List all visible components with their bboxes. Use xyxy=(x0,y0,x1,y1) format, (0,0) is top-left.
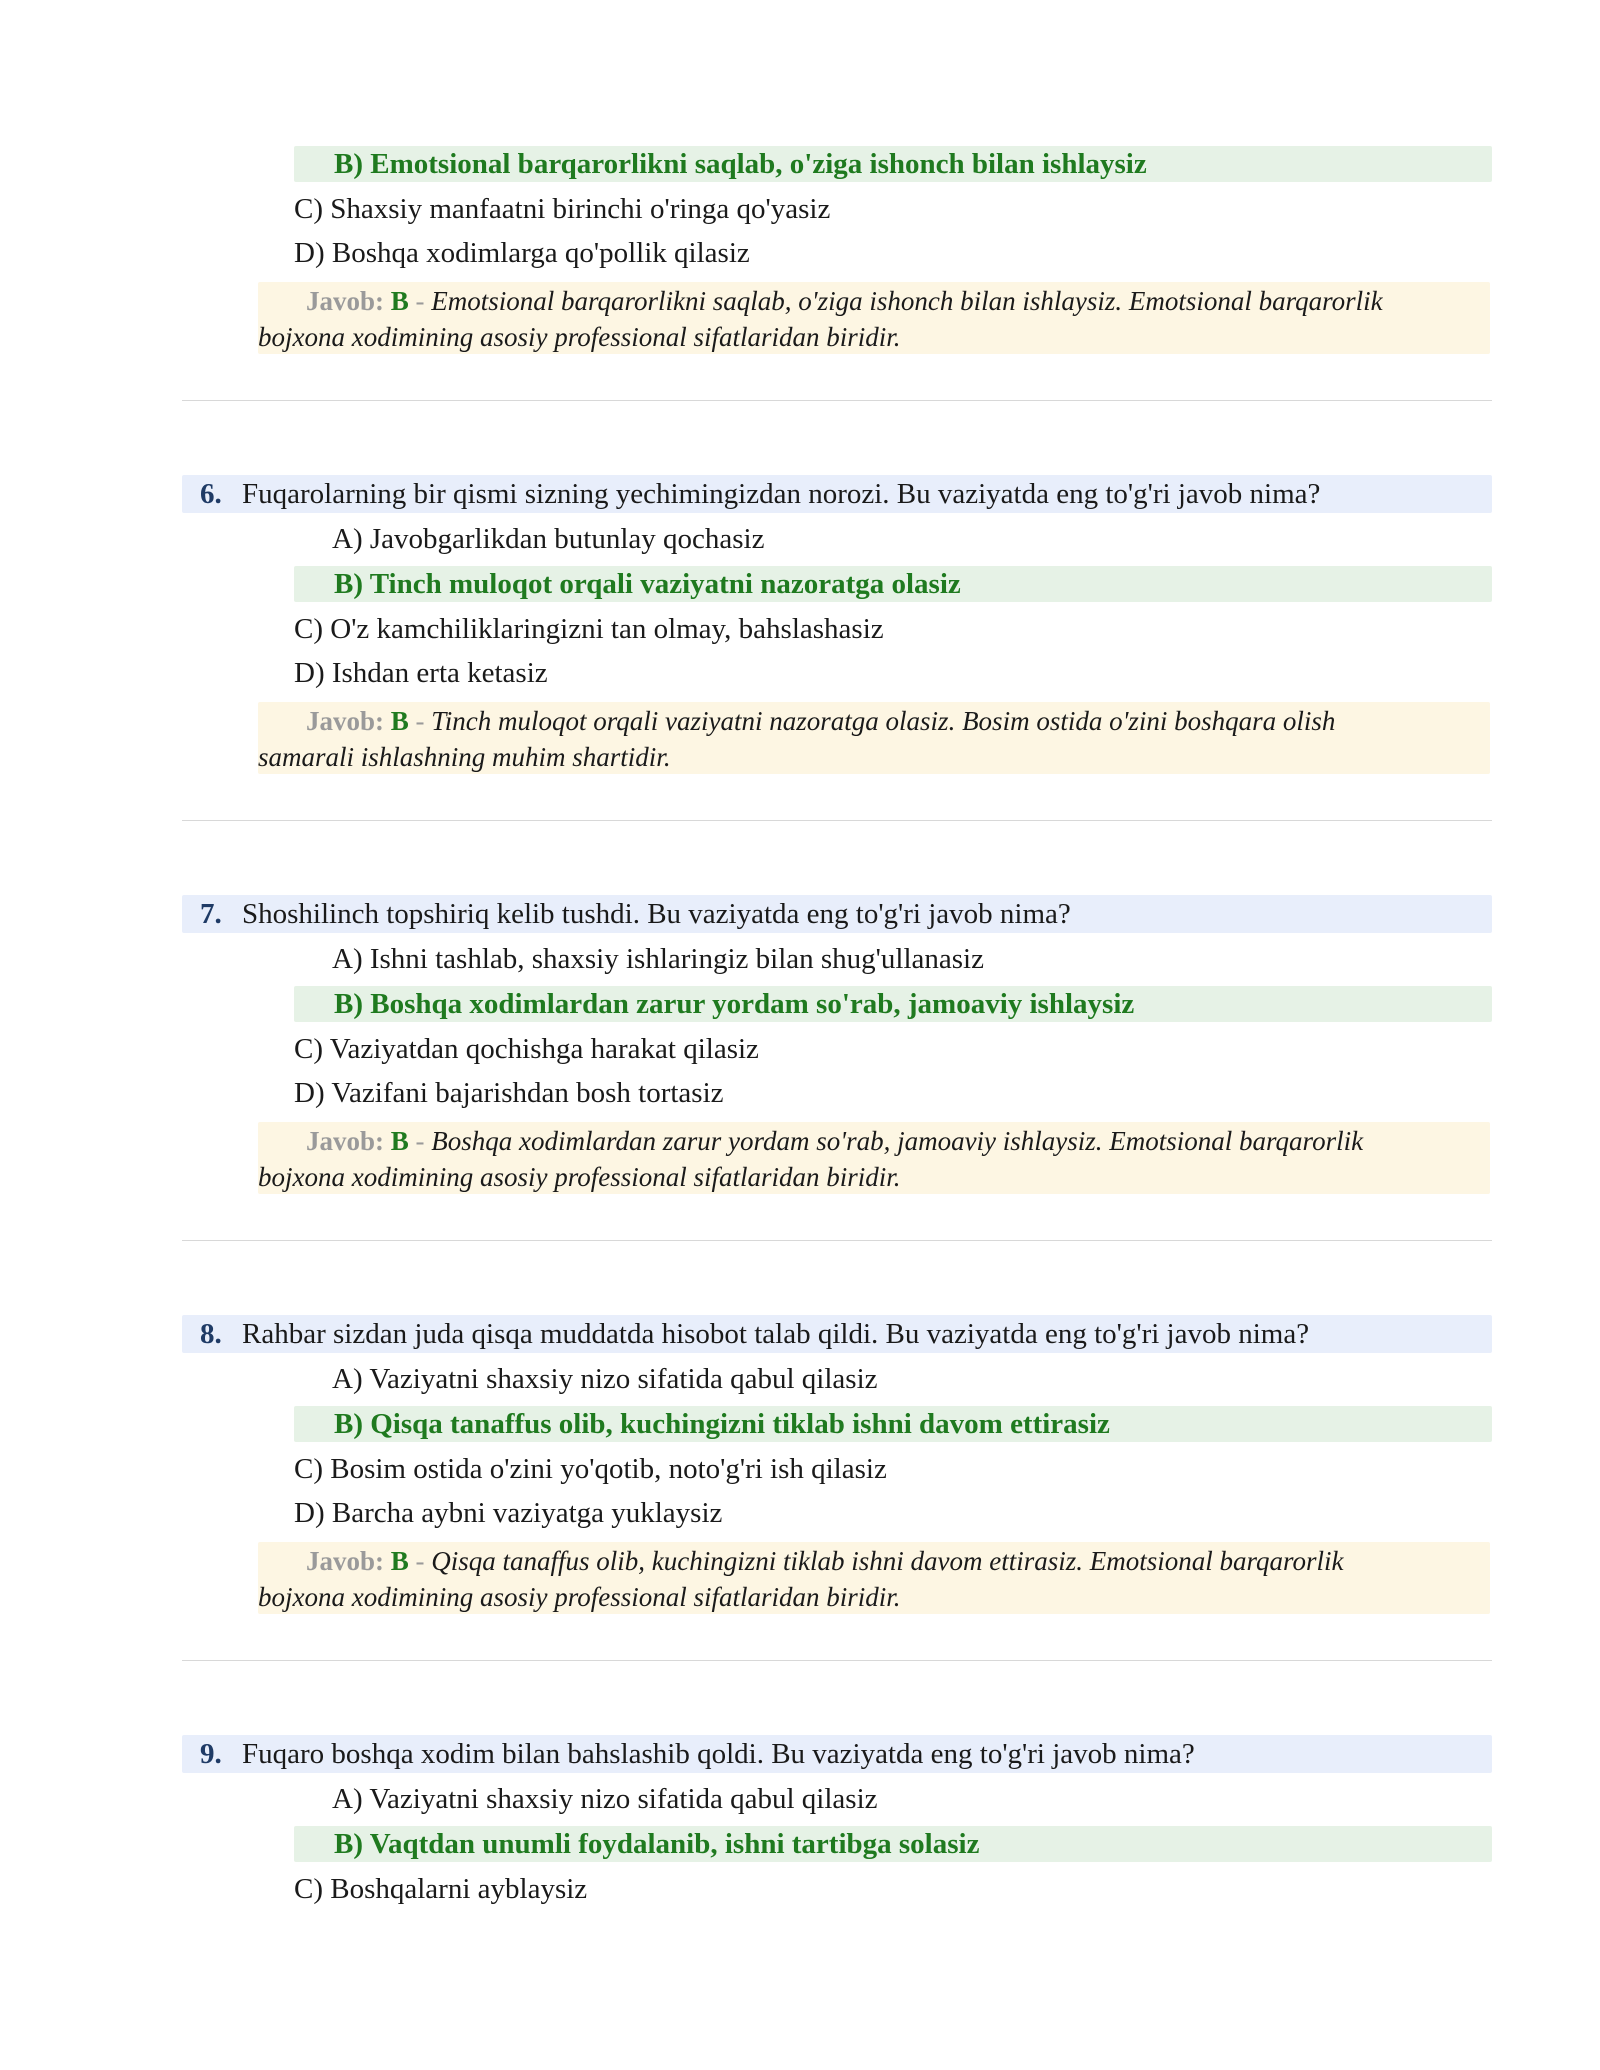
option-d: D) Vazifani bajarishdan bosh tortasiz xyxy=(294,1077,724,1109)
answer-label: Javob: xyxy=(306,1126,385,1156)
answer-dash: - xyxy=(415,286,425,316)
answer-label: Javob: xyxy=(306,1546,385,1576)
answer-line-2: bojxona xodimining asosiy professional sifatlaridan biridir. xyxy=(258,1162,901,1192)
option-b-correct: B) Vaqtdan unumli foydalanib, ishni tartibga solasiz xyxy=(334,1828,980,1860)
option-b-correct: B) Qisqa tanaffus olib, kuchingizni tiklab ishni davom ettirasiz xyxy=(334,1408,1110,1440)
divider xyxy=(182,820,1492,821)
answer-line-1 xyxy=(306,703,1335,739)
option-c: C) Shaxsiy manfaatni birinchi o'ringa qo'yasiz xyxy=(294,193,831,225)
option-d: D) Barcha aybni vaziyatga yuklaysiz xyxy=(294,1497,723,1529)
option-c: C) Boshqalarni ayblaysiz xyxy=(294,1873,588,1905)
answer-line-2: bojxona xodimining asosiy professional sifatlaridan biridir. xyxy=(258,322,901,352)
answer-line-1 xyxy=(306,1123,1363,1159)
option-b-correct: B) Tinch muloqot orqali vaziyatni nazoratga olasiz xyxy=(334,568,961,600)
answer-line-2: bojxona xodimining asosiy professional sifatlaridan biridir. xyxy=(258,1582,901,1612)
question-text: Shoshilinch topshiriq kelib tushdi. Bu vaziyatda eng to'g'ri javob nima? xyxy=(242,898,1071,930)
answer-explanation-1: Emotsional barqarorlikni saqlab, o'ziga ishonch bilan ishlaysiz. Emotsional barqarorlik xyxy=(431,286,1383,316)
option-a: A) Ishni tashlab, shaxsiy ishlaringiz bilan shug'ullanasiz xyxy=(332,943,984,975)
divider xyxy=(182,1240,1492,1241)
answer-dash: - xyxy=(415,706,425,736)
answer-explanation-1: Tinch muloqot orqali vaziyatni nazoratga olasiz. Bosim ostida o'zini boshqara olish xyxy=(431,706,1336,736)
option-d: D) Boshqa xodimlarga qo'pollik qilasiz xyxy=(294,237,750,269)
answer-label: Javob: xyxy=(306,286,385,316)
answer-letter: B xyxy=(390,286,409,316)
option-a: A) Vaziyatni shaxsiy nizo sifatida qabul qilasiz xyxy=(332,1363,878,1395)
answer-dash: - xyxy=(415,1546,425,1576)
option-c: C) Vaziyatdan qochishga harakat qilasiz xyxy=(294,1033,759,1065)
question-number: 7. xyxy=(200,898,222,930)
question-number: 8. xyxy=(200,1318,222,1350)
option-b-correct: B) Emotsional barqarorlikni saqlab, o'ziga ishonch bilan ishlaysiz xyxy=(334,148,1147,180)
question-number: 9. xyxy=(200,1738,222,1770)
question-text: Fuqaro boshqa xodim bilan bahslashib qoldi. Bu vaziyatda eng to'g'ri javob nima? xyxy=(242,1738,1195,1770)
answer-line-1 xyxy=(306,283,1383,319)
answer-line-1 xyxy=(306,1543,1344,1579)
answer-dash: - xyxy=(415,1126,425,1156)
option-b-correct: B) Boshqa xodimlardan zarur yordam so'rab, jamoaviy ishlaysiz xyxy=(334,988,1135,1020)
answer-letter: B xyxy=(390,1546,409,1576)
option-a: A) Vaziyatni shaxsiy nizo sifatida qabul qilasiz xyxy=(332,1783,878,1815)
answer-explanation-1: Qisqa tanaffus olib, kuchingizni tiklab ishni davom ettirasiz. Emotsional barqarorlik xyxy=(431,1546,1344,1576)
option-c: C) O'z kamchiliklaringizni tan olmay, bahslashasiz xyxy=(294,613,884,645)
answer-label: Javob: xyxy=(306,706,385,736)
answer-letter: B xyxy=(390,1126,409,1156)
divider xyxy=(182,400,1492,401)
divider xyxy=(182,1660,1492,1661)
option-d: D) Ishdan erta ketasiz xyxy=(294,657,548,689)
question-text: Fuqarolarning bir qismi sizning yechimingizdan norozi. Bu vaziyatda eng to'g'ri javob nima? xyxy=(242,478,1321,510)
question-number: 6. xyxy=(200,478,222,510)
answer-line-2: samarali ishlashning muhim shartidir. xyxy=(258,742,671,772)
answer-letter: B xyxy=(390,706,409,736)
option-c: C) Bosim ostida o'zini yo'qotib, noto'g'ri ish qilasiz xyxy=(294,1453,887,1485)
question-text: Rahbar sizdan juda qisqa muddatda hisobot talab qildi. Bu vaziyatda eng to'g'ri javob nima? xyxy=(242,1318,1310,1350)
answer-explanation-1: Boshqa xodimlardan zarur yordam so'rab, jamoaviy ishlaysiz. Emotsional barqarorlik xyxy=(431,1126,1364,1156)
option-a: A) Javobgarlikdan butunlay qochasiz xyxy=(332,523,765,555)
